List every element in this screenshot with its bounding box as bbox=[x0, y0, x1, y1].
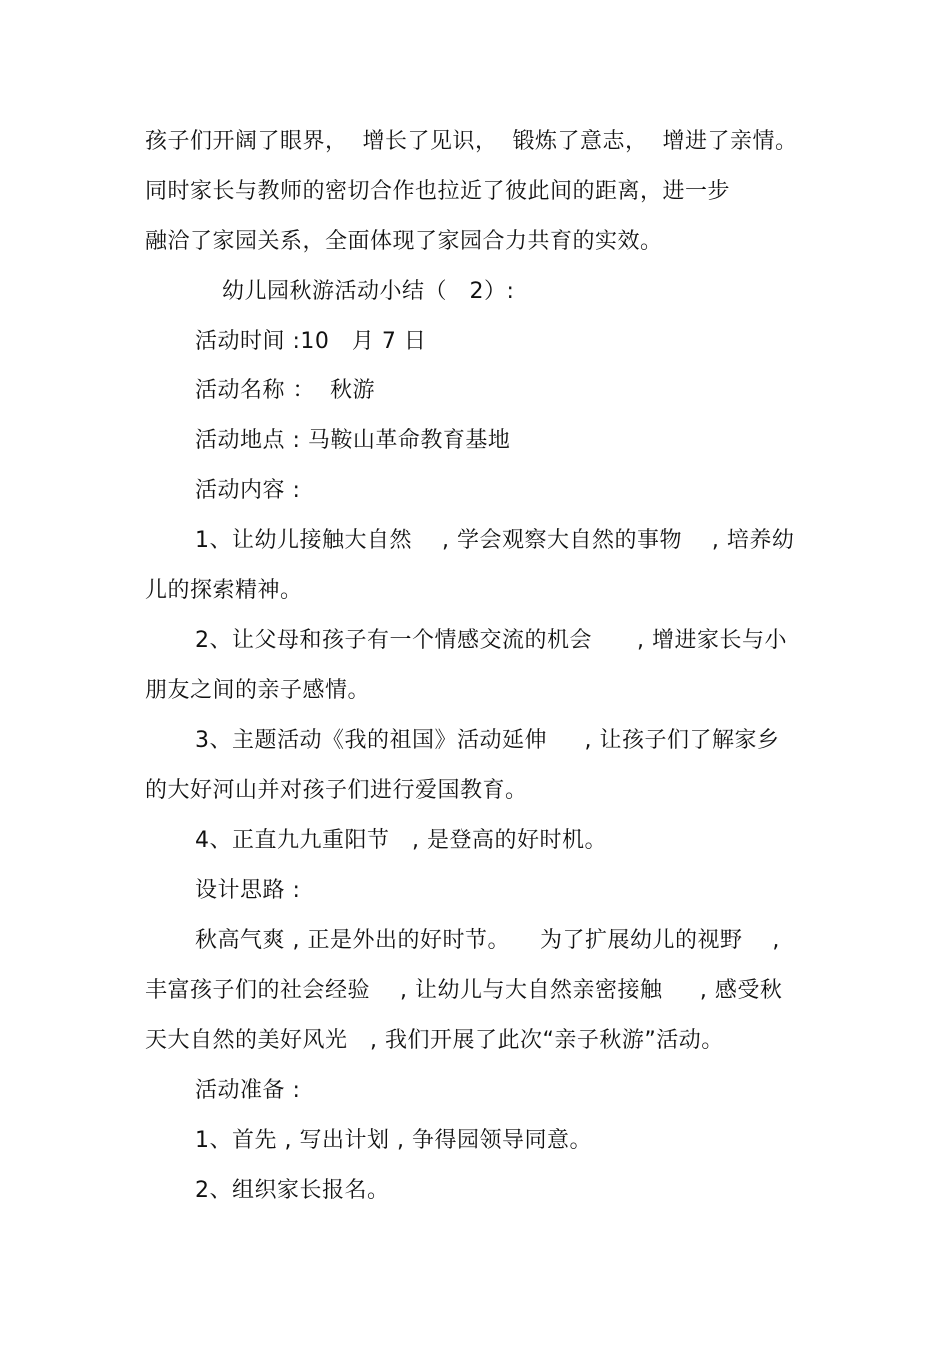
preparation-label: 活动准备 : bbox=[195, 1078, 301, 1103]
content-item-1: 1、让幼儿接触大自然 , 学会观察大自然的事物 , 培养幼 bbox=[195, 528, 795, 553]
activity-location: 活动地点 : 马鞍山革命教育基地 bbox=[195, 428, 511, 453]
activity-time: 活动时间 :10 月 7 日 bbox=[195, 329, 427, 354]
content-item-3-cont: 的大好河山并对孩子们进行爱国教育。 bbox=[145, 778, 528, 803]
design-idea-line-1: 秋高气爽 , 正是外出的好时节。 为了扩展幼儿的视野 , bbox=[195, 928, 780, 953]
section-heading: 幼儿园秋游活动小结（ 2）: bbox=[222, 279, 515, 304]
design-idea-label: 设计思路 : bbox=[195, 878, 301, 903]
content-item-2: 2、让父母和孩子有一个情感交流的机会 , 增进家长与小 bbox=[195, 628, 787, 653]
body-line-1: 孩子们开阔了眼界， 增长了见识， 锻炼了意志， 增进了亲情。 bbox=[145, 129, 798, 154]
content-item-2-cont: 朋友之间的亲子感情。 bbox=[145, 678, 371, 703]
content-item-3: 3、主题活动《我的祖国》活动延伸 , 让孩子们了解家乡 bbox=[195, 728, 780, 753]
activity-content-label: 活动内容 : bbox=[195, 478, 301, 503]
design-idea-line-2: 丰富孩子们的社会经验 , 让幼儿与大自然亲密接触 , 感受秋 bbox=[145, 978, 783, 1003]
design-idea-line-3: 天大自然的美好风光 , 我们开展了此次“亲子秋游”活动。 bbox=[145, 1028, 724, 1053]
body-line-2: 同时家长与教师的密切合作也拉近了彼此间的距离，进一步 bbox=[145, 179, 731, 204]
preparation-item-2: 2、组织家长报名。 bbox=[195, 1178, 390, 1203]
content-item-4: 4、正直九九重阳节 , 是登高的好时机。 bbox=[195, 828, 607, 853]
preparation-item-1: 1、首先 , 写出计划 , 争得园领导同意。 bbox=[195, 1128, 592, 1153]
content-item-1-cont: 儿的探索精神。 bbox=[145, 578, 303, 603]
body-line-3: 融洽了家园关系，全面体现了家园合力共育的实效。 bbox=[145, 229, 663, 254]
activity-name: 活动名称 ： 秋游 bbox=[195, 378, 375, 403]
